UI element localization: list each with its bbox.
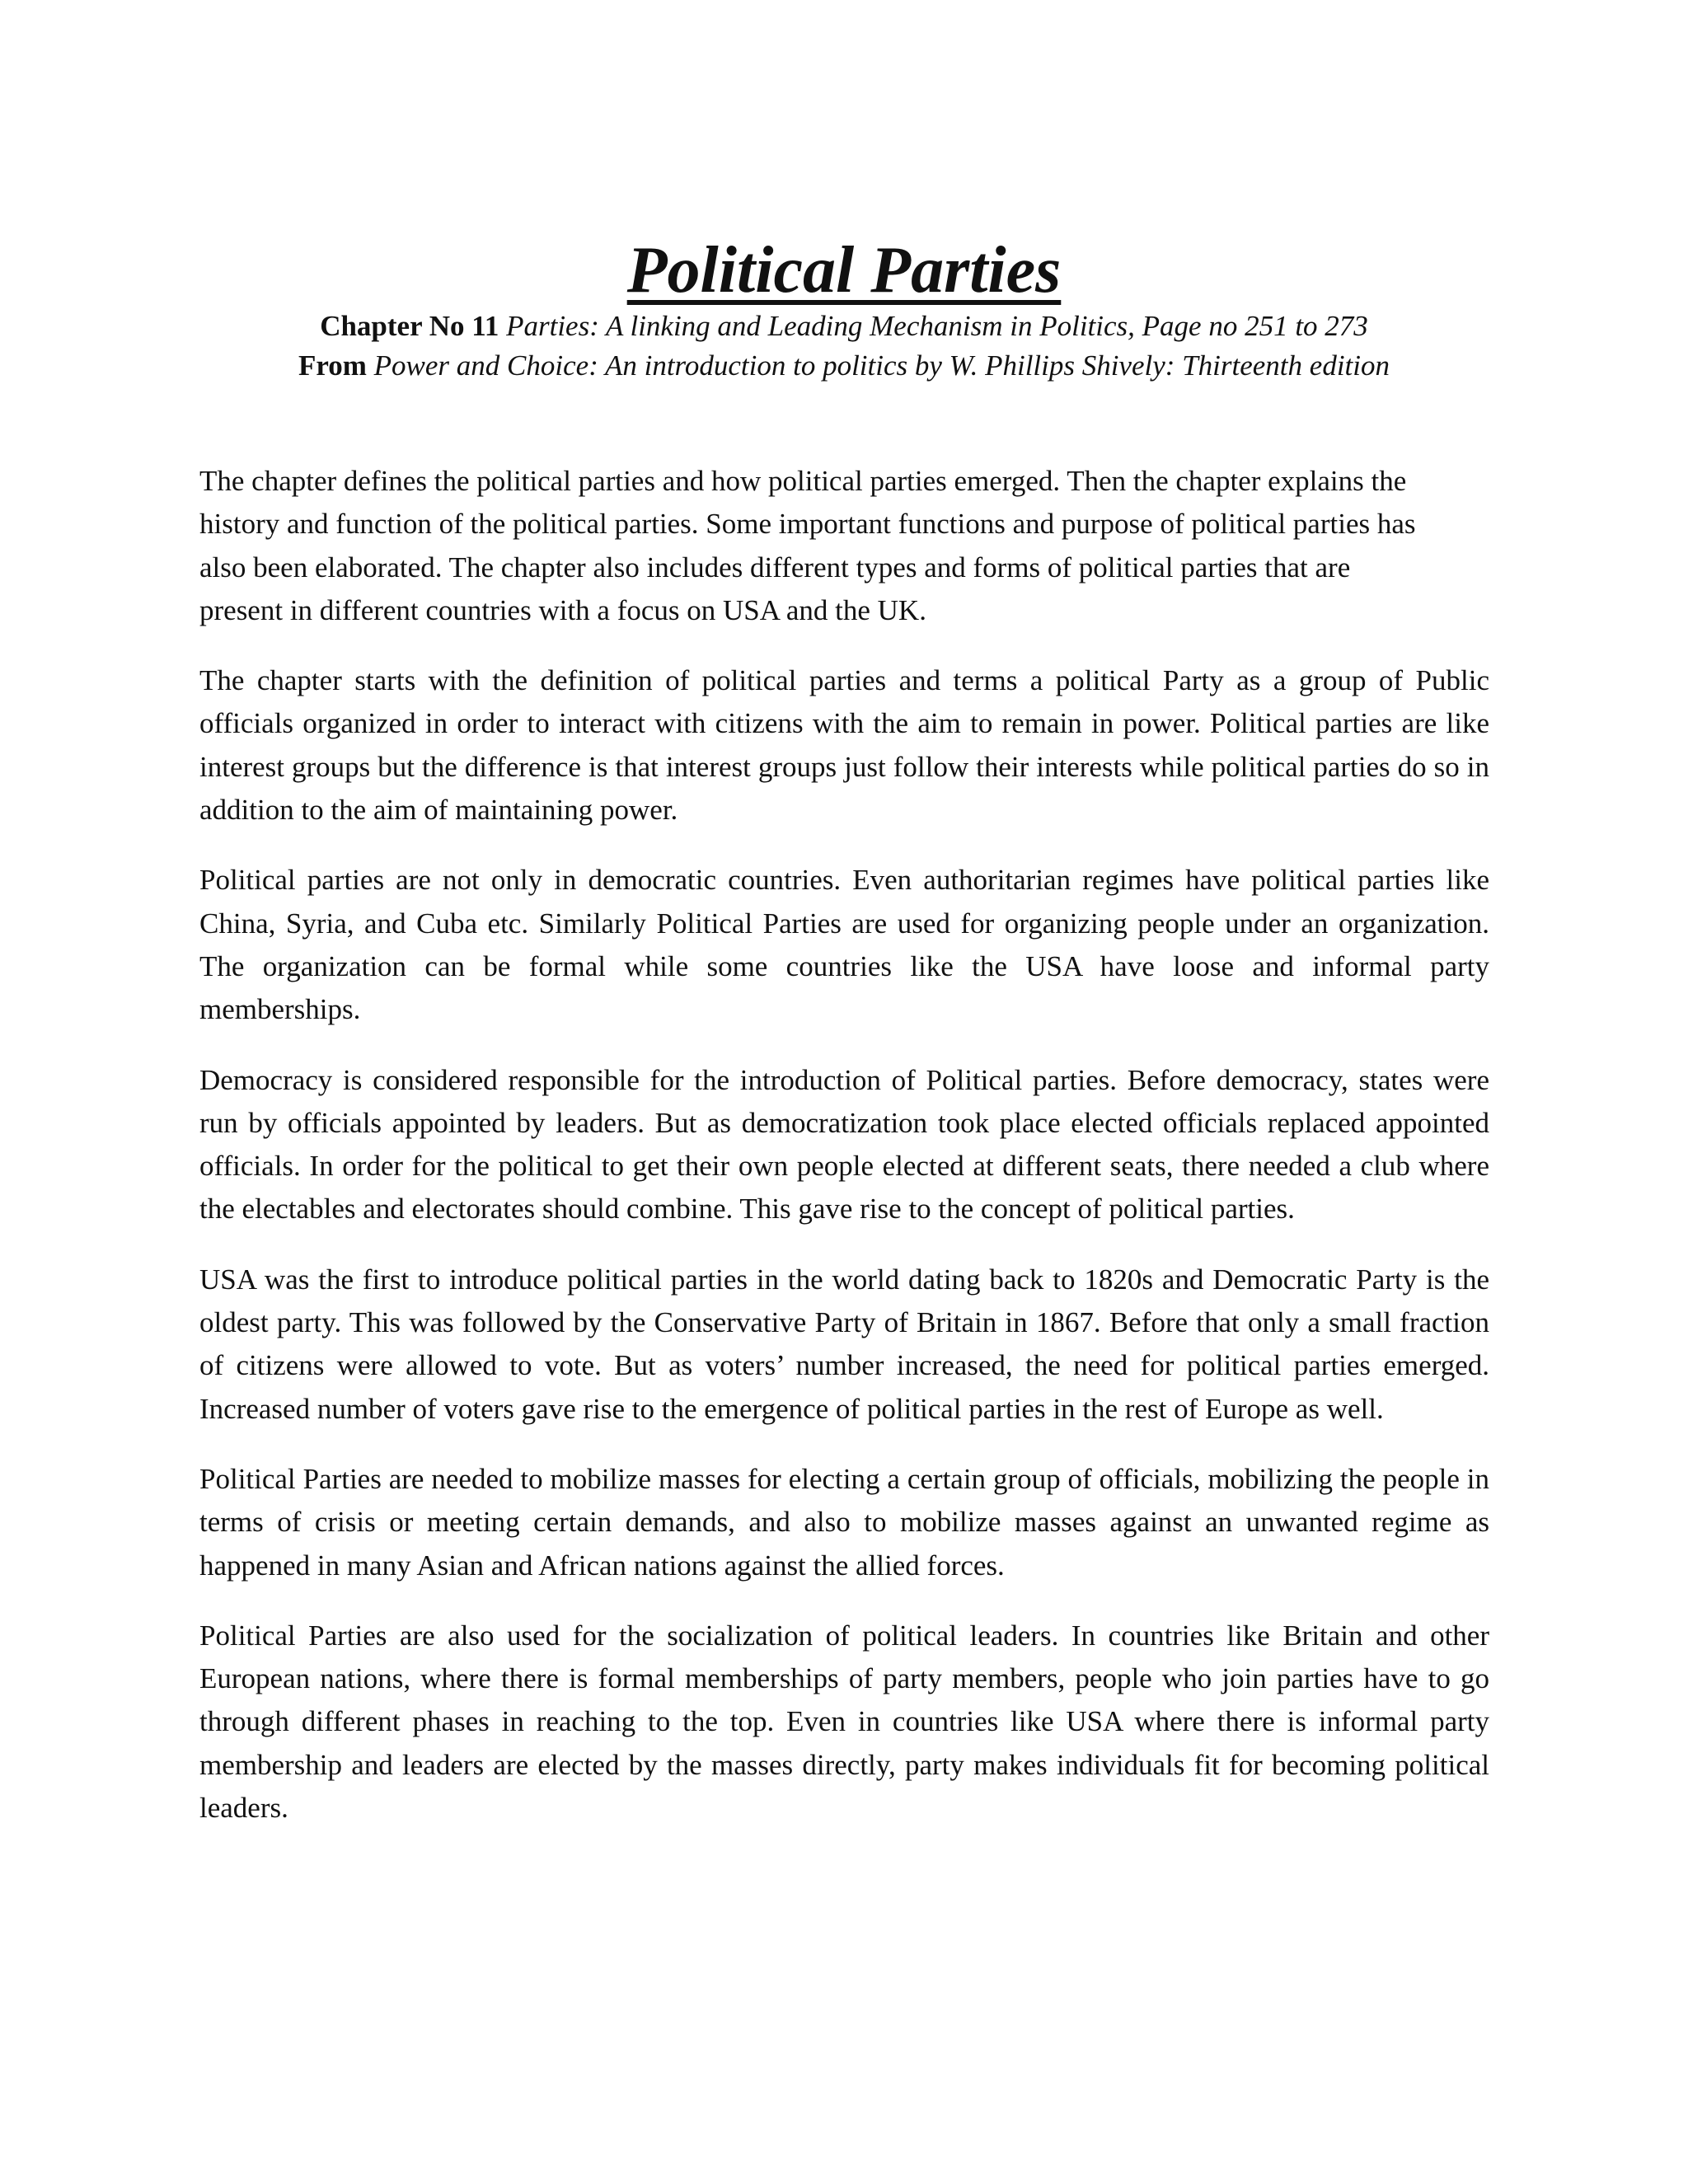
document-title: Political Parties <box>626 233 1062 307</box>
paragraph-3: Political parties are not only in democratic countries. Even authoritarian regimes have political parties like China, Syria, and Cuba etc. Similarly Political Parties are used for organizing people under an organization. The organization can be formal while some countries like the USA have loose and informal party memberships. <box>199 864 1489 1026</box>
source-citation <box>0 307 1688 386</box>
chapter-label: Chapter No 11 <box>320 310 499 342</box>
paragraph-1: The chapter defines the political parties and how political parties emerged. Then the chapter explains the history and function of the political parties. Some important functions and purpose of political parties has also been elaborated. The chapter also includes different types and forms of political parties that are present in different countries with a focus on USA and the UK. <box>199 465 1416 626</box>
paragraph-2: The chapter starts with the definition of political parties and terms a political Party as a group of Public officials organized in order to interact with citizens with the aim to remain in power. Political parties are like interest groups but the difference is that interest groups just follow their interests while political parties do so in addition to the aim of maintaining power. <box>199 664 1489 827</box>
paragraph-6: Political Parties are needed to mobilize masses for electing a certain group of officials, mobilizing the people in terms of crisis or meeting certain demands, and also to mobilize masses against an unwanted regime as happened in many Asian and African nations against the allied forces. <box>199 1462 1489 1582</box>
paragraph-4: Democracy is considered responsible for the introduction of Political parties. Before democracy, states were run by officials appointed by leaders. But as democratization took place elected officials replaced appointed officials. In order for the political to get their own people elected at different seats, there needed a club where the electables and electorates should combine. This gave rise to the concept of political parties. <box>199 1063 1489 1226</box>
paragraph-7: Political Parties are also used for the socialization of political leaders. In countries like Britain and other European nations, where there is formal memberships of party members, people who join parties have to go through different phases in reaching to the top. Even in countries like USA where there is informal party membership and leaders are elected by the masses directly, party makes individuals fit for becoming political leaders. <box>199 1619 1489 1825</box>
chapter-line <box>0 307 1688 346</box>
document-body <box>199 460 1489 1857</box>
book-line <box>0 346 1688 386</box>
chapter-title: Parties: A linking and Leading Mechanism in Politics, Page no 251 to 273 <box>506 310 1368 342</box>
book-title: Power and Choice: An introduction to politics by W. Phillips Shively: Thirteenth edition <box>373 349 1390 382</box>
paragraph-5: USA was the first to introduce political parties in the world dating back to 1820s and Democratic Party is the oldest party. This was followed by the Conservative Party of Britain in 1867. Before that only a small fraction of citizens were allowed to vote. But as voters’ number increased, the need for political parties emerged. Increased number of voters gave rise to the emergence of political parties in the rest of Europe as well. <box>199 1263 1489 1425</box>
from-label: From <box>298 349 367 382</box>
